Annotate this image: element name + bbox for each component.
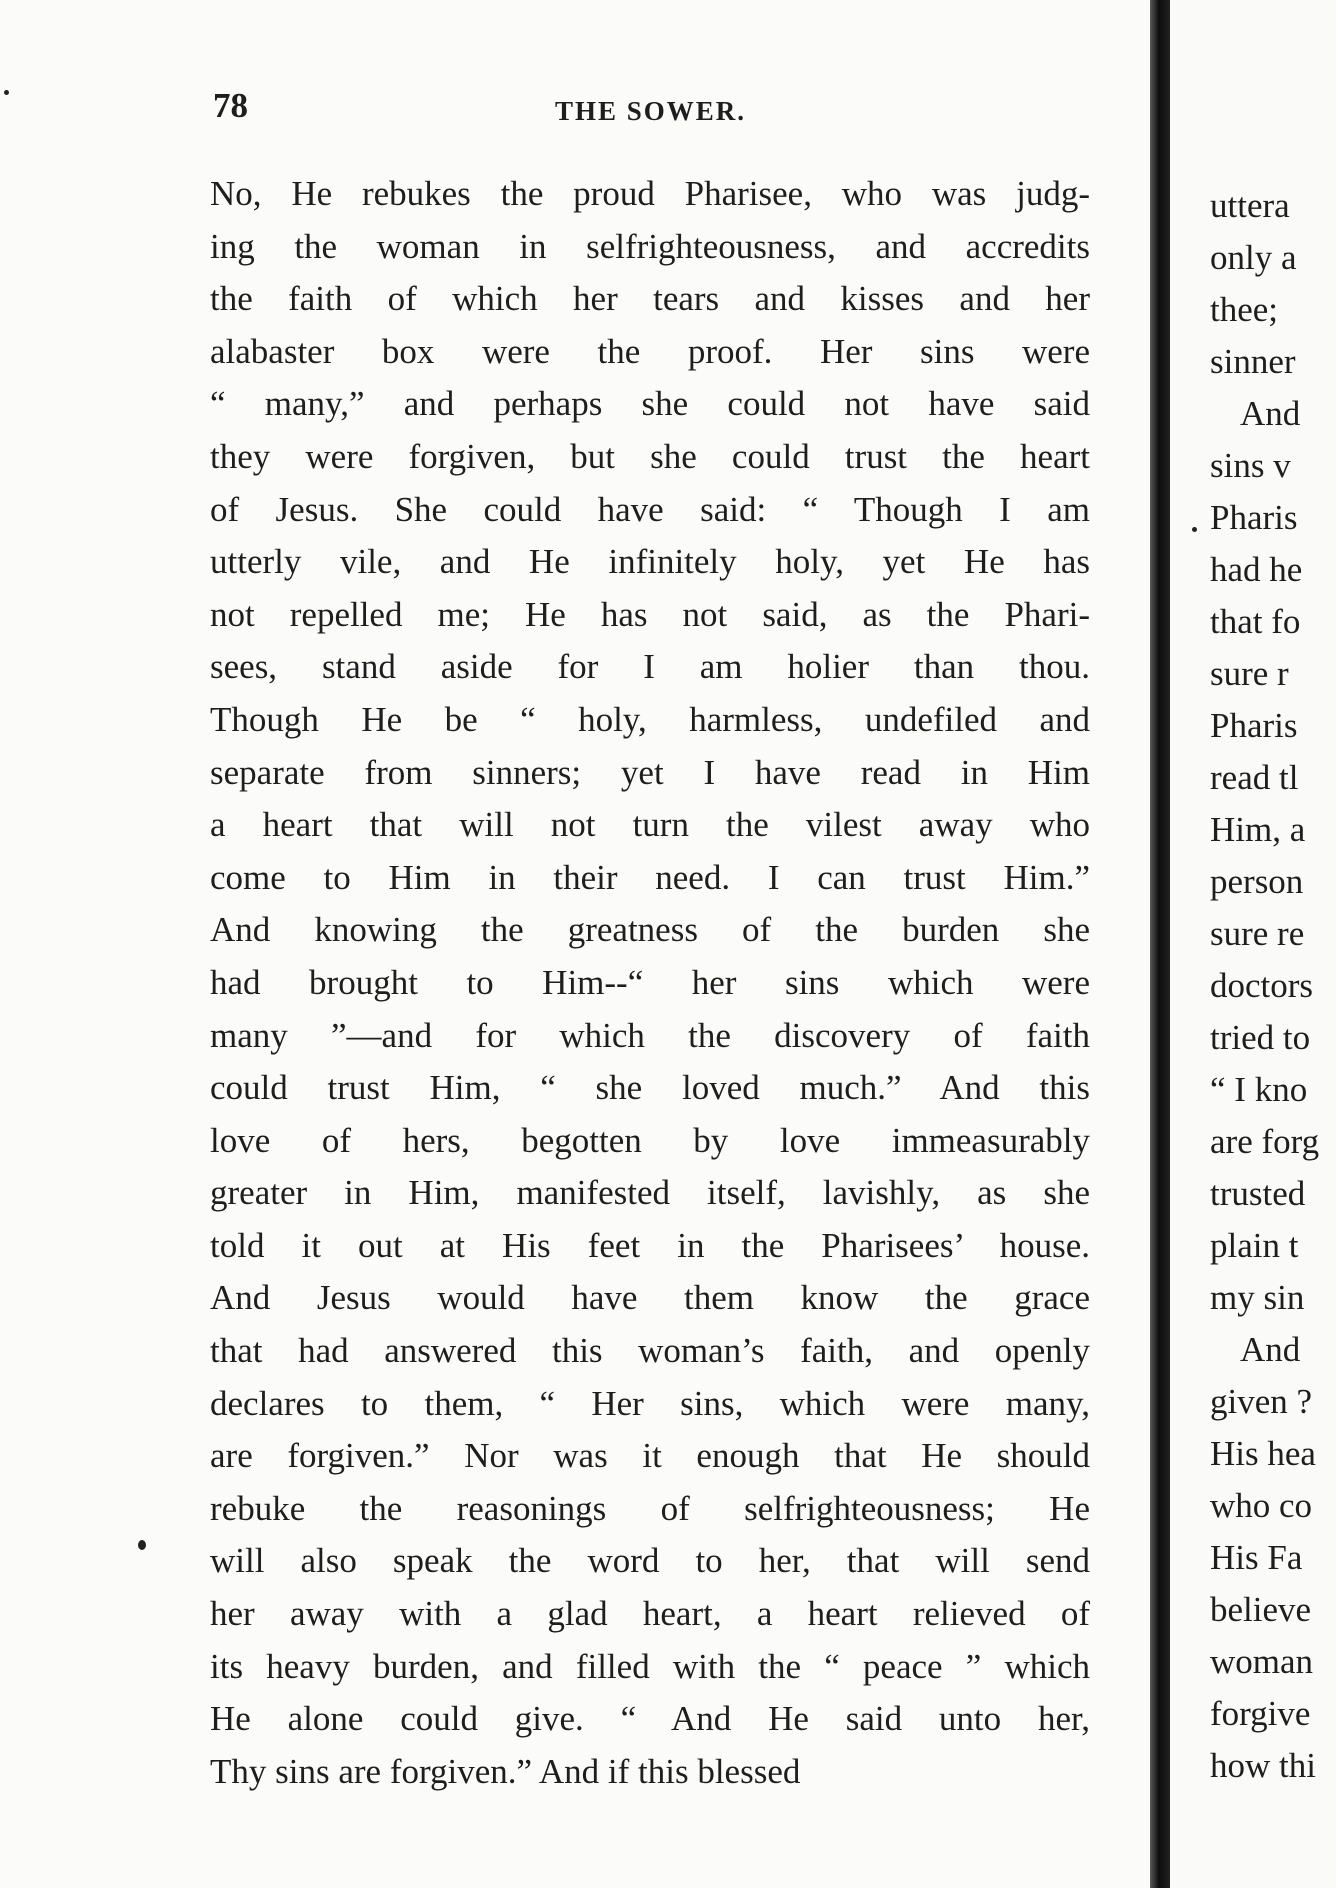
right-text-line: tried to: [1210, 1018, 1311, 1057]
right-text-line: doctors: [1210, 966, 1314, 1005]
text-line: sees, stand aside for I am holier than thou.: [210, 647, 1090, 687]
text-line: ing the woman in selfrighteousness, and accredits: [210, 226, 1090, 266]
book-gutter: [1150, 0, 1170, 1888]
text-line: its heavy burden, and filled with the “ peace ” which: [210, 1646, 1090, 1686]
right-text-line: sure r: [1210, 654, 1289, 693]
text-line: had brought to Him--“ her sins which were: [210, 962, 1090, 1002]
left-body-text: [210, 168, 1090, 1798]
text-line: No, He rebukes the proud Pharisee, who was judg-: [210, 174, 1090, 213]
text-line: He alone could give. “ And He said unto her,: [210, 1699, 1090, 1739]
right-text-line: Him, a: [1210, 810, 1306, 849]
text-line: are forgiven.” Nor was it enough that He should: [210, 1436, 1090, 1476]
right-text-line: woman: [1210, 1642, 1314, 1681]
text-line: come to Him in their need. I can trust Him.”: [210, 857, 1090, 897]
text-line: “ many,” and perhaps she could not have said: [210, 384, 1090, 424]
right-text-line: had he: [1210, 550, 1303, 589]
text-line: And Jesus would have them know the grace: [210, 1278, 1090, 1318]
right-text-line: given ?: [1210, 1382, 1313, 1421]
text-line: could trust Him, “ she loved much.” And this: [210, 1068, 1090, 1108]
text-line: love of hers, begotten by love immeasurably: [210, 1120, 1090, 1160]
running-head: THE SOWER.: [555, 96, 747, 126]
right-text-line: read tl: [1210, 758, 1299, 797]
right-text-line: only a: [1210, 238, 1297, 277]
text-line: separate from sinners; yet I have read in Him: [210, 752, 1090, 792]
right-text-line: And: [1240, 1330, 1301, 1369]
right-text-line: thee;: [1210, 290, 1279, 329]
text-line: greater in Him, manifested itself, lavishly, as she: [210, 1173, 1090, 1213]
ink-speck: [4, 90, 9, 95]
text-line: will also speak the word to her, that will send: [210, 1541, 1090, 1581]
text-line: not repelled me; He has not said, as the Phari-: [210, 594, 1090, 634]
right-text-line: sins v: [1210, 446, 1291, 485]
text-line: her away with a glad heart, a heart relieved of: [210, 1594, 1090, 1634]
text-line: told it out at His feet in the Pharisees’ house.: [210, 1225, 1090, 1265]
right-text-line: Pharis: [1210, 706, 1298, 745]
right-text-line: that fo: [1210, 602, 1301, 641]
right-text-line: sure re: [1210, 914, 1305, 953]
right-text-line: believe: [1210, 1590, 1312, 1629]
text-line: that had answered this woman’s faith, and openly: [210, 1331, 1090, 1371]
right-text-line: are forg: [1210, 1122, 1320, 1161]
right-text-line: His Fa: [1210, 1538, 1303, 1577]
text-line: declares to them, “ Her sins, which were many,: [210, 1383, 1090, 1423]
ink-speck: [1192, 527, 1197, 532]
text-line: a heart that will not turn the vilest away who: [210, 805, 1090, 845]
text-line: of Jesus. She could have said: “ Though I am: [210, 489, 1090, 529]
text-line: rebuke the reasonings of selfrighteousness; He: [210, 1488, 1090, 1528]
right-text-line: sinner: [1210, 342, 1296, 381]
page-number: 78: [213, 86, 248, 125]
right-text-line: uttera: [1210, 186, 1290, 225]
right-text-line: person: [1210, 862, 1304, 901]
right-text-line: trusted: [1210, 1174, 1306, 1213]
right-text-line: And: [1240, 394, 1301, 433]
text-line: And knowing the greatness of the burden she: [210, 910, 1090, 950]
text-line: utterly vile, and He infinitely holy, yet He has: [210, 542, 1090, 582]
right-text-line: “ I kno: [1210, 1070, 1308, 1109]
right-text-line: my sin: [1210, 1278, 1305, 1317]
text-line: Thy sins are forgiven.” And if this blessed: [210, 1751, 801, 1791]
right-page-text: [1210, 180, 1319, 1792]
text-line: the faith of which her tears and kisses and her: [210, 279, 1090, 319]
right-text-line: forgive: [1210, 1694, 1311, 1733]
text-line: Though He be “ holy, harmless, undefiled and: [210, 699, 1090, 739]
ink-speck: [138, 1540, 146, 1550]
text-line: they were forgiven, but she could trust the heart: [210, 436, 1090, 476]
text-line: alabaster box were the proof. Her sins were: [210, 331, 1090, 371]
right-text-line: who co: [1210, 1486, 1313, 1525]
right-text-line: Pharis: [1210, 498, 1298, 537]
right-text-line: His hea: [1210, 1434, 1316, 1473]
text-line: many ”—and for which the discovery of faith: [210, 1015, 1090, 1055]
right-text-line: plain t: [1210, 1226, 1299, 1265]
right-text-line: how thi: [1210, 1746, 1316, 1785]
